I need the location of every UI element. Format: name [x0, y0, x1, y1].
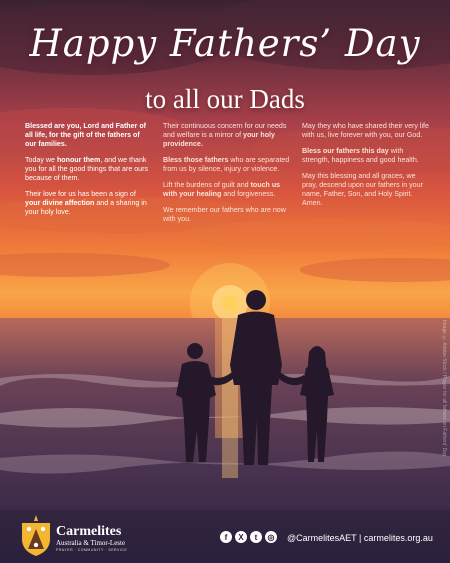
- boy-head: [187, 343, 203, 359]
- prayer-paragraph: Lift the burdens of guilt and touch us with your healing and forgiveness.: [163, 181, 281, 198]
- prayer-paragraph: Bless our fathers this day with strength, happiness and good health.: [302, 147, 419, 164]
- prayer-paragraph: We remember our fathers who are now with you.: [163, 206, 286, 223]
- father-head: [246, 290, 266, 310]
- brand-subtitle: Australia & Timor-Leste: [56, 539, 126, 547]
- father-body: [230, 312, 282, 466]
- instagram-icon[interactable]: ◎: [265, 531, 277, 543]
- prayer-column-3: [302, 122, 430, 215]
- x-icon[interactable]: X: [235, 531, 247, 543]
- facebook-icon[interactable]: f: [220, 531, 232, 543]
- brand-name: Carmelites: [56, 524, 122, 539]
- brand-tagline: PRAYER · COMMUNITY · SERVICE: [56, 548, 128, 552]
- prayer-paragraph: Today we honour them, and we thank you for all the good things that are ours because of them.: [25, 156, 149, 182]
- title-line2: to all our Dads: [145, 84, 305, 114]
- prayer-paragraph: Their love for us has been a sign of your divine affection and a sharing in your holy love.: [25, 190, 147, 216]
- image-credit: Image © Adobe Stock / Prayer for all fathers on Fathers' Day: [441, 320, 447, 457]
- carmelites-logo-icon: [18, 515, 54, 557]
- prayer-paragraph: May this blessing and all graces, we pray, descend upon our fathers in your name, Father, Son, and Holy Spirit. Amen.: [302, 172, 423, 207]
- prayer-column-2: [163, 122, 291, 231]
- prayer-column-1: [25, 122, 153, 224]
- prayer-paragraph: May they who have shared their very life with us, live forever with you, our God.: [302, 122, 429, 139]
- prayer-paragraph: Their continuous concern for our needs and welfare is a mirror of your holy providence.: [163, 122, 287, 148]
- title-line1: Happy Fathers’ Day: [29, 22, 421, 65]
- prayer-paragraph: Blessed are you, Lord and Father of all life, for the gift of the fathers of our families.: [25, 122, 147, 148]
- prayer-paragraph: Bless those fathers who are separated from us by silence, injury or violence.: [163, 156, 290, 173]
- threads-icon[interactable]: t: [250, 531, 262, 543]
- social-handle-text[interactable]: @CarmelitesAET | carmelites.org.au: [287, 533, 433, 543]
- social-icons: [220, 531, 277, 543]
